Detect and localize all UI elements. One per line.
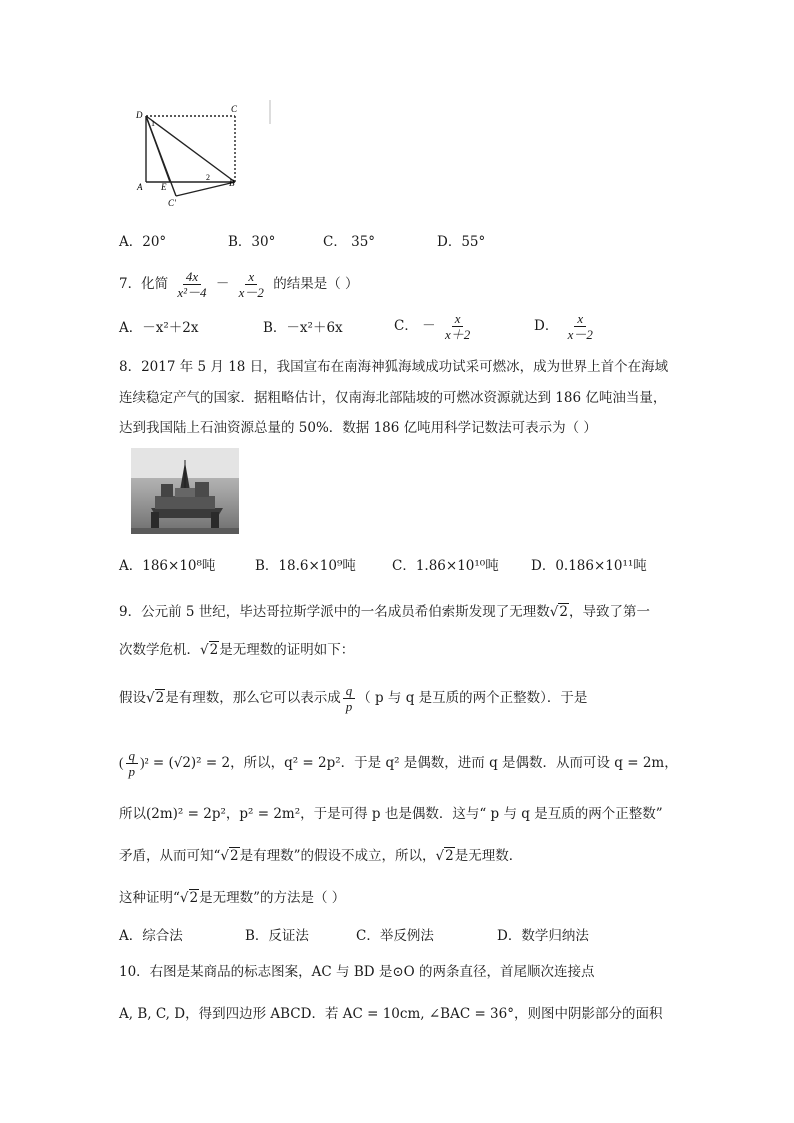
q9-line-3c: （ p 与 q 是互质的两个正整数）．于是	[357, 690, 588, 706]
q6-option-d[interactable]: D．55°	[437, 234, 486, 250]
q8-line-3: 达到我国陆上石油资源总量的 50%．数据 186 亿吨用科学记数法可表示为（ ）	[119, 420, 597, 436]
q9-sqrt-2-b-radicand: 2	[209, 642, 219, 658]
q6-label-B: B	[229, 178, 235, 188]
q7-frac1-den: x²－4	[177, 285, 207, 300]
q9-sqrt-2-d-radicand: 2	[230, 848, 239, 864]
q9-option-d[interactable]: D．数学归纳法	[497, 928, 589, 944]
q7-option-c-den: x＋2	[444, 327, 471, 342]
q9-sqrt-2-f: √2	[179, 890, 199, 906]
q7-option-c-num: x	[452, 311, 464, 327]
q9-line-1a: 9．公元前 5 世纪，毕达哥拉斯学派中的一名成员希伯索斯发现了无理数	[119, 604, 550, 620]
q7-frac1-num: 4x	[183, 269, 201, 285]
q7-option-d[interactable]	[534, 308, 598, 344]
q8-option-a[interactable]: A．186×10⁸吨	[119, 558, 216, 574]
q6-label-two: 2	[206, 173, 210, 182]
q9-sqrt-2-f-radicand: 2	[189, 890, 199, 906]
q9-line-6c: 是无理数．	[454, 848, 523, 864]
q7-fraction-2	[236, 269, 267, 300]
q9-line-6a: 矛盾，从而可知“	[119, 848, 221, 864]
q9-line-1b: ，导致了第一	[568, 604, 650, 620]
q9-fraction-q-over-p	[343, 683, 356, 714]
q9-option-c[interactable]: C．举反例法	[356, 928, 434, 944]
q6-label-A: A	[137, 182, 143, 192]
q7-option-c-fraction	[442, 311, 473, 342]
q8-drilling-platform-photo	[131, 448, 239, 534]
q8-option-b[interactable]: B．18.6×10⁹吨	[255, 558, 356, 574]
q9-fraction-q-over-p-2	[126, 748, 139, 779]
q9-line-1	[119, 602, 650, 622]
q9-sqrt-2-d: √2	[220, 848, 239, 864]
q6-geometry-figure	[128, 100, 278, 212]
q9-sqrt-2-a-radicand: 2	[559, 604, 568, 620]
q9-line-6	[119, 846, 522, 866]
q9-line-7a: 这种证明“	[119, 890, 180, 906]
q9-sqrt-2-e: √2	[435, 848, 454, 864]
q7-option-d-den: x－2	[567, 327, 593, 342]
q9-frac2-num: q	[126, 748, 139, 764]
q10-line-2: A, B, C, D，得到四边形 ABCD．若 AC = 10cm, ∠BAC = 36°，则图中阴影部分的面积	[119, 1006, 663, 1022]
q6-option-b[interactable]: B．30°	[228, 234, 276, 250]
q9-line-2b: 是无理数的证明如下：	[219, 642, 355, 658]
q9-line-7	[119, 888, 345, 908]
q7-stem	[119, 266, 359, 302]
q8-line-2: 连续稳定产气的国家．据粗略估计，仅南海北部陆坡的可燃冰资源就达到 186 亿吨油当量，	[119, 390, 667, 406]
q7-fraction-1	[174, 269, 209, 300]
q9-sqrt-2-b: √2	[200, 642, 219, 658]
q7-option-c-sign: －	[422, 318, 436, 334]
q9-line-4: ( $\frac{q}{p}$ )² = (√2)² = 2，所以，q² = 2p²．于是 q² 是偶数，进而 q 是偶数．从而可设 q = 2m，	[119, 748, 678, 779]
q6-label-C: C	[231, 104, 238, 114]
q9-line-6b: 是有理数”的假设不成立，所以，	[239, 848, 436, 864]
q9-line-3a: 假设	[119, 690, 146, 706]
q7-option-d-label: D．	[534, 318, 559, 334]
q9-line-3b: 是有理数，那么它可以表示成	[165, 690, 341, 706]
q6-label-one: 1	[151, 119, 155, 128]
q9-frac-num: q	[343, 683, 356, 699]
q9-frac-den: p	[345, 699, 353, 714]
q9-line-3	[119, 680, 587, 716]
q9-sqrt-2-c: √2	[146, 690, 165, 706]
q7-frac2-den: x－2	[238, 285, 264, 300]
q8-option-c[interactable]: C．1.86×10¹⁰吨	[392, 558, 499, 574]
q7-option-c[interactable]	[394, 308, 475, 344]
q6-option-c[interactable]: C． 35°	[323, 234, 376, 250]
q7-suffix: 的结果是（ ）	[273, 276, 359, 292]
q7-option-c-label: C．	[394, 318, 418, 334]
q9-line-5: 所以(2m)² = 2p²，p² = 2m²，于是可得 p 也是偶数．这与“ p 与 q 是互质的两个正整数”	[119, 806, 663, 822]
q7-option-b[interactable]: B．－x²＋6x	[263, 320, 343, 336]
q8-line-1: 8．2017 年 5 月 18 日，我国宣布在南海神狐海域成功试采可燃冰，成为世界上首个在海域	[119, 359, 669, 375]
q9-option-a[interactable]: A．综合法	[119, 928, 183, 944]
q6-label-D: D	[136, 110, 143, 120]
q7-frac2-num: x	[245, 269, 257, 285]
q6-label-Cprime: C'	[168, 198, 176, 208]
q8-option-d[interactable]: D．0.186×10¹¹吨	[531, 558, 647, 574]
q9-sqrt-2-c-radicand: 2	[155, 690, 165, 706]
q7-prefix: 7．化简	[119, 276, 169, 292]
q9-sqrt-2-e-radicand: 2	[445, 848, 454, 864]
q9-sqrt-2-a: √2	[549, 604, 568, 620]
q10-line-1: 10．右图是某商品的标志图案，AC 与 BD 是⊙O 的两条直径，首尾顺次连接点	[119, 964, 595, 980]
q9-line-2	[119, 640, 354, 660]
q6-label-E: E	[161, 182, 167, 192]
q7-option-d-fraction	[565, 311, 596, 342]
q9-line-7b: 是无理数”的方法是（ ）	[199, 890, 346, 906]
q6-option-a[interactable]: A．20°	[119, 234, 167, 250]
q9-frac2-den: p	[128, 764, 135, 779]
q7-option-a[interactable]: A．－x²＋2x	[119, 320, 199, 336]
q7-option-d-num: x	[574, 311, 586, 327]
q9-option-b[interactable]: B．反证法	[245, 928, 309, 944]
q7-minus: －	[215, 276, 230, 292]
q9-line-2a: 次数学危机．	[119, 642, 200, 658]
q9-line-4-rest: = (√2)² = 2，所以，q² = 2p²．于是 q² 是偶数，进而 q 是偶数．从而可设 q = 2m，	[152, 755, 678, 771]
